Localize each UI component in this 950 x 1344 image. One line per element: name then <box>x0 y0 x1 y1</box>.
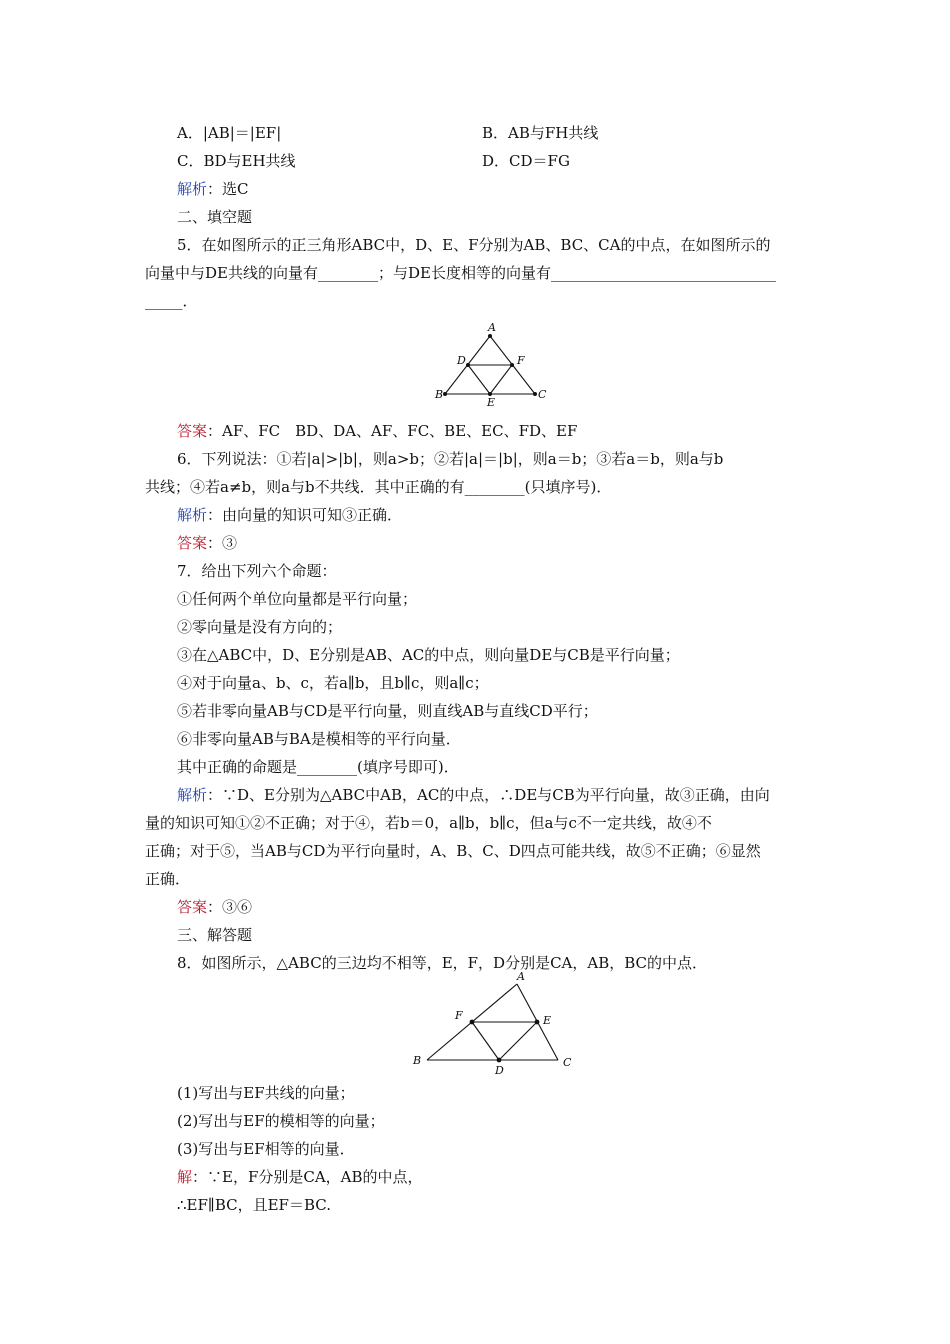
answer-label: 答案 <box>177 534 208 552</box>
q7-item-5: ⑤若非零向量AB与CD是平行向量，则直线AB与直线CD平行； <box>177 702 598 720</box>
q7-item-1: ①任何两个单位向量都是平行向量； <box>177 590 418 608</box>
q5-line-3: _____． <box>145 292 198 310</box>
analysis-text: ：由向量的知识可知③正确． <box>207 506 403 524</box>
q6-line-2: 共线；④若a≠b，则a与b不共线．其中正确的有________(只填序号)． <box>145 478 612 496</box>
q8-part-1: (1)写出与EF共线的向量； <box>177 1084 355 1102</box>
figure-label-e: E <box>543 1014 552 1027</box>
q7-item-6: ⑥非零向量AB与BA是模相等的平行向量． <box>177 730 461 748</box>
q8-solution-line-2: ∴EF∥BC，且EF＝BC. <box>177 1196 331 1214</box>
figure-label-a: A <box>517 972 525 983</box>
q5-line-2: 向量中与DE共线的向量有________；与DE长度相等的向量有______________________________ <box>145 264 776 282</box>
equilateral-triangle-figure <box>430 318 550 410</box>
q7-analysis-line-4: 正确． <box>145 870 191 888</box>
figure-label-d: D <box>457 354 466 367</box>
figure-label-b: B <box>413 1054 422 1067</box>
option-b: B．AB与FH共线 <box>482 124 599 142</box>
q7-analysis-line-2: 量的知识可知①②不正确；对于④，若b＝0，a∥b，b∥c，但a与c不一定共线，故④不 <box>145 814 712 832</box>
q7-intro: 7．给出下列六个命题： <box>177 562 337 580</box>
section-heading-fill-in: 二、填空题 <box>177 208 253 226</box>
analysis-label: 解析 <box>177 786 208 804</box>
q8-solution-line-1 <box>177 1167 842 1187</box>
figure-label-f: F <box>455 1009 463 1022</box>
q7-prompt: 其中正确的命题是________(填序号即可)． <box>177 758 459 776</box>
analysis-text: ：选C <box>207 180 249 198</box>
q7-answer <box>177 897 842 917</box>
q8-part-3: (3)写出与EF相等的向量． <box>177 1140 355 1158</box>
option-c: C．BD与EH共线 <box>177 152 296 170</box>
q5-line-1: 5．在如图所示的正三角形ABC中，D、E、F分别为AB、BC、CA的中点，在如图所示的 <box>177 236 771 254</box>
scalene-triangle-figure <box>405 972 580 1078</box>
figure-label-f: F <box>517 354 525 367</box>
figure-label-a: A <box>488 321 496 334</box>
q5-answer <box>177 421 842 441</box>
answer-text: ：③⑥ <box>207 898 253 916</box>
q8-intro: 8．如图所示，△ABC的三边均不相等，E，F，D分别是CA，AB，BC的中点． <box>177 954 708 972</box>
q7-item-3: ③在△ABC中，D、E分别是AB、AC的中点，则向量DE与CB是平行向量； <box>177 646 680 664</box>
figure-label-c: C <box>563 1056 572 1069</box>
answer-text: ：③ <box>207 534 238 552</box>
q6-line-1: 6．下列说法：①若|a|>|b|，则a>b；②若|a|＝|b|，则a＝b；③若a＝b，则a与b <box>177 450 724 468</box>
answer-text: ：AF、FC BD、DA、AF、FC、BE、EC、FD、EF <box>207 422 578 440</box>
analysis-text: ：∵D、E分别为△ABC中AB，AC的中点，∴DE与CB为平行向量，故③正确，由向 <box>207 786 770 804</box>
q4-analysis <box>177 179 842 199</box>
answer-label: 答案 <box>177 898 208 916</box>
option-d: D．CD＝FG <box>482 152 570 170</box>
section-heading-solve: 三、解答题 <box>177 926 253 944</box>
q7-item-4: ④对于向量a、b、c，若a∥b，且b∥c，则a∥c； <box>177 674 489 692</box>
solution-text: ：∵E，F分别是CA，AB的中点， <box>192 1168 423 1186</box>
figure-label-e: E <box>487 396 496 409</box>
q6-answer <box>177 533 842 553</box>
q7-analysis-line-3: 正确；对于⑤，当AB与CD为平行向量时，A、B、C、D四点可能共线，故⑤不正确；⑥显然 <box>145 842 761 860</box>
answer-label: 答案 <box>177 422 208 440</box>
figure-label-b: B <box>435 388 444 401</box>
figure-label-c: C <box>538 388 547 401</box>
q6-analysis <box>177 505 842 525</box>
q8-part-2: (2)写出与EF的模相等的向量； <box>177 1112 385 1130</box>
analysis-label: 解析 <box>177 506 208 524</box>
q7-analysis-line-1 <box>177 785 842 805</box>
figure-label-d: D <box>495 1064 504 1077</box>
option-a: A．|AB|＝|EF| <box>177 124 282 142</box>
solution-label: 解 <box>177 1168 193 1186</box>
analysis-label: 解析 <box>177 180 208 198</box>
q7-item-2: ②零向量是没有方向的； <box>177 618 343 636</box>
